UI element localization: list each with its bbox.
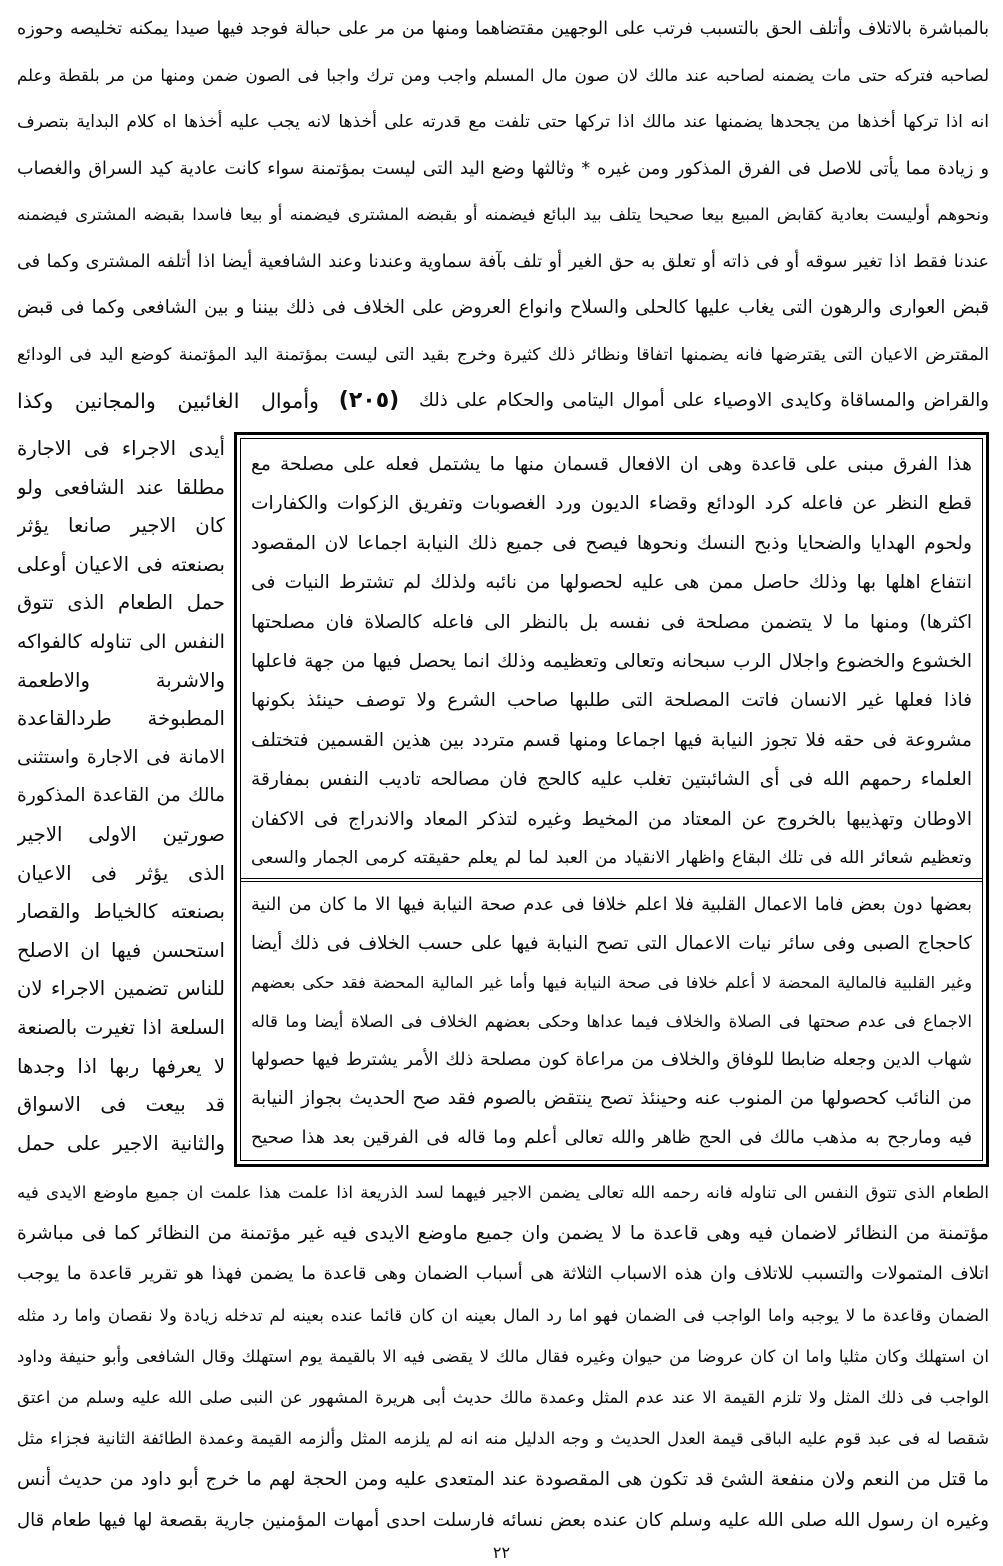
commentary-line: كاحجاج الصبى وفى سائر نيات الاعمال التى تصح النيابة فيها على حسب الخلاف فى ذلك أيضا xyxy=(251,933,972,955)
side-column-line: المطبوخة طردالقاعدة xyxy=(17,707,225,731)
text-line-with-page-number xyxy=(17,378,989,425)
text-line: مؤتمنة من النظائر لاضمان فيه وهى قاعدة ما لا يضمن وان جميع ماوضع الايدى فيه غير مؤتمنة من النظائر كما فى مباشرة xyxy=(17,1223,989,1244)
page-number: (٢٠٥) xyxy=(338,388,400,413)
side-column-line: للناس تضمين الاجراء لان xyxy=(17,977,225,1001)
commentary-line: مشروعة فى حقه فلا تجوز النيابة فيها اجماعا ومنها قسم متردد بين هذين القسمين فتختلف xyxy=(251,729,972,751)
commentary-line: وتعظيم شعائر الله فى تلك البقاع واظهار الانقياد من العبد لما لم يعلم حقيقته كرمى الجمار والسعى xyxy=(251,847,972,868)
commentary-line: انتفاع اهلها بها وذلك حاصل ممن هى عليه لحصولها من نائبه ولذلك لم تشترط النيات فى xyxy=(251,572,972,594)
commentary-line: من النائب كحصولها من المنوب عنه وحينئذ تصح ينتقض بالصوم فقد صح الحديث بجواز النيابة xyxy=(251,1088,972,1110)
side-column-line: استحسن فيها ان الاصلح xyxy=(17,938,225,962)
text-line: ما قتل من النعم ولان منفعة الشئ قد تكون هى المقصودة عند المتعدى عليه ومن الحجة لهم ما خرج أبو داود من حديث أنس xyxy=(17,1469,989,1490)
commentary-section-2 xyxy=(241,878,982,1158)
commentary-line: شهاب الدين وجعله ضابطا للوفاق والخلاف من مراعاة كون مصلحة ذلك الأمر يشترط فيها حصولها xyxy=(251,1050,972,1071)
text-line: ان استهلك وكان مثليا واما ان كان عروضا من حيوان وغيره فقال مالك لا يقضى فيه الا بالقيمة يوم استهلك وقال الشافعى وأبو حنيفة وداود xyxy=(17,1347,989,1366)
commentary-box-inner xyxy=(240,438,983,1161)
commentary-line: اكثرها) ومنها ما لا يتضمن مصلحة فى نفسه بل بالنظر الى فاعله كالصلاة فان مصلحتها xyxy=(251,611,972,633)
text-line: اتلاف المتمولات والتسبب للاتلاف وان هذه الاسباب الثلاثة هى أسباب الضمان وهى قاعدة ما يضمن فهذا هو تقرير قاعدة ما يوجب xyxy=(17,1264,989,1284)
commentary-line: وغير القلبية فالمالية المحضة لا أعلم خلافا فى صحة النيابة فيها وأما غير المالية المحضة فقد حكى بعضهم xyxy=(251,972,972,992)
text-line: شقصا له فى عبد قوم عليه الباقى قيمة العدل الحديث و وجه الدليل منه انه لم يلزمه المثل وألزمه القيمة وعمدة الطائفة الثانية فجزاء مثل xyxy=(17,1429,989,1448)
text-line: الطعام الذى تتوق النفس الى تناوله فانه رحمه الله تعالى يضمن الاجير فيهما لسد الذريعة اذا علمت هذا علمت ان جميع ماوضع الايدى فيه xyxy=(17,1183,989,1202)
commentary-line: العلماء رحمهم الله فى أى الشائبتين تغلب عليه كالحج فان مصالحه تاديب النفس بمفارقة xyxy=(251,769,972,791)
main-text-top xyxy=(17,6,989,425)
commentary-line: هذا الفرق مبنى على قاعدة وهى ان الافعال قسمان منها ما يشتمل فعله على مصلحة مع xyxy=(251,454,972,475)
commentary-line: ولحوم الهدايا والضحايا وذبح النسك ونحوها فيصح فى جميع ذلك النيابة اجماعا لان المقصود xyxy=(251,532,972,554)
side-column-line: أيدى الاجراء فى الاجارة xyxy=(17,437,225,460)
side-column-line: بصنعته فى الاعيان أوعلى xyxy=(17,552,225,576)
text-line: بالمباشرة بالاتلاف وأتلف الحق بالتسبب فرتب على الوجهين مقتضاهما ومنها من مر على حبالة فوجد فيها صيدا يمكنه تخليصه وحوزه xyxy=(17,19,989,39)
side-column xyxy=(17,430,225,1163)
side-column-line: السلعة اذا تغيرت بالصنعة xyxy=(17,1015,225,1039)
commentary-line: بعضها دون بعض فاما الاعمال القلبية فلا اعلم خلافا فى عدم صحة النيابة فيها الا ما كان من النية xyxy=(251,895,972,916)
side-column-line: الامانة فى الاجارة واستثنى xyxy=(17,746,225,768)
text-line: الواجب فى ذلك المثل ولا تلزم القيمة الا عند عدم المثل وعمدة مالك حديث أبى هريرة المشهور عن النبى صلى الله عليه وسلم من اعتق xyxy=(17,1388,989,1407)
text-line: ونحوهم أوليست بعادية كقابض المبيع بيعا صحيحا يتلف بيد البائع فيضمنه أو بقبضه المشترى فيضمنه أو بيعا فاسدا بقبضه المشترى فيضمنه xyxy=(17,205,989,224)
text-line: قبض العوارى والرهون التى يغاب عليها كالحلى والسلاح وانواع العروض على الخلاف فى ذلك بيننا و بين الشافعى وكما فى قبض xyxy=(17,297,989,318)
main-text-bottom xyxy=(17,1172,989,1541)
text-line: عندنا فقط اذا تغير سوقه أو فى ذاته أو تعلق به حق الغير أو تلف بآفة سماوية وعندنا وعند الشافعية أيضا اذا أتلفه المشترى وكما فى xyxy=(17,251,989,272)
side-column-line: حمل الطعام الذى تتوق xyxy=(17,591,225,615)
text-line: وغيره ان رسول الله صلى الله عليه وسلم كان عنده بعض نسائه فارسلت احدى أمهات المؤمنين جارية بقصعة لها فيها طعام قال xyxy=(17,1510,989,1531)
side-column-line: النفس الى تناوله كالفواكه xyxy=(17,629,225,653)
side-column-line: بصنعته كالخياط والقصار xyxy=(17,900,225,924)
side-column-line: مالك من القاعدة المذكورة xyxy=(17,785,225,807)
text-line-segment: والقراض والمساقاة وكايدى الاوصياء على أموال اليتامى والحكام على ذلك xyxy=(419,390,989,411)
side-column-line: والثانية الاجير على حمل xyxy=(17,1131,225,1155)
text-line-segment: وأموال الغائبين والمجانين وكذا xyxy=(17,389,319,413)
commentary-section-1 xyxy=(251,439,972,878)
text-line: الضمان وقاعدة ما لا يوجبه واما الواجب فى الضمان فهو اما رد المال بعينه ان كان قائما عنده بعينه لم تدخله زيادة ولا نقصان واما رد مثله xyxy=(17,1306,989,1325)
commentary-line: الاوطان وتهذيبها بالخروج عن المعتاد من المخيط وغيره لتذكر المعاد والاندراج فى الاكفان xyxy=(251,808,972,830)
side-column-line: مطلقا عند الشافعى ولو xyxy=(17,475,225,499)
commentary-line: الاجماع فى عدم صحتها فى الصلاة والخلاف فيما عداها وحكى بعضهم الخلاف فى الصلاة أيضا وما قاله xyxy=(251,1011,972,1031)
side-column-line: لا يعرفها ربها اذا وجدها xyxy=(17,1054,225,1078)
side-column-line: الذى يؤثر فى الاعيان xyxy=(17,861,225,885)
commentary-line: الخشوع والخضوع واجلال الرب سبحانه وتعالى وتعظيمه وذلك انما يحصل فيها من جهة فاعلها xyxy=(251,650,972,672)
side-column-line: والاشربة والاطعمة xyxy=(17,668,225,692)
side-column-line: صورتين الاولى الاجير xyxy=(17,822,225,846)
signature-mark: ٢٢ xyxy=(492,1543,511,1562)
commentary-line: فيه ومارجح به مذهب مالك فى الحج ظاهر والله تعالى أعلم وما قاله فى الفرقين بعد هذا صحيح xyxy=(251,1128,972,1149)
commentary-line: قطع النظر عن فاعله كرد الودائع وقضاء الديون ورد الغصوبات وتفريق الزكوات والكفارات xyxy=(251,493,972,515)
text-line: انه اذا تركها أخذها من يجحدها يضمنها عند مالك اذا تركها حتى تلفت مع قدرته على أخذها لانه يجب عليه أخذها اه كلام البداية بتصرف xyxy=(17,112,989,132)
side-column-line: كان الاجير صانعا يؤثر xyxy=(17,514,225,538)
text-line: المقترض الاعيان التى يقترضها فانه يضمنها اتفاقا ونظائر ذلك كثيرة وخرج بقيد التى ليست بمؤتمنة اليد المؤتمنة كوضع اليد فى الودائع xyxy=(17,344,989,365)
text-line: لصاحبه فتركه حتى مات يضمنه لصاحبه عند مالك لان صون مال المسلم واجب ومن ترك واجبا فى الصون ضمن ومنها من مر بلقطة وعلم xyxy=(17,65,989,85)
text-line: و زيادة مما يأتى للاصل فى الفرق المذكور ومن غيره * وثالثها وضع اليد التى ليست بمؤتمنة سواء كانت عادية كيد السراق والغصاب xyxy=(17,158,989,179)
side-column-line: قد بيعت فى الاسواق xyxy=(17,1093,225,1117)
commentary-line: فاذا فعلها غير الانسان فاتت المصلحة التى طلبها صاحب الشرع ولا توصف حينئذ بكونها xyxy=(251,690,972,712)
commentary-box xyxy=(234,432,989,1167)
